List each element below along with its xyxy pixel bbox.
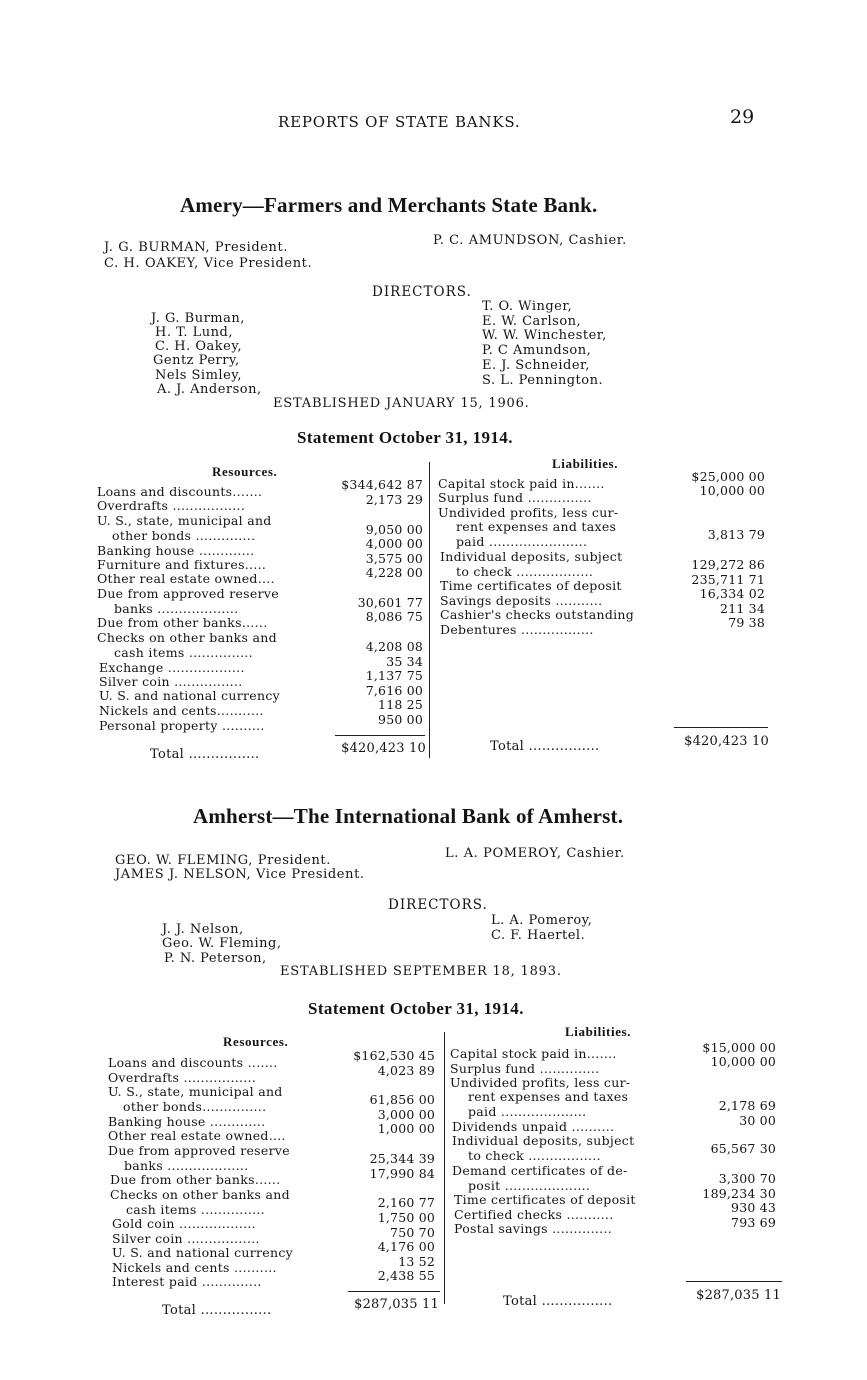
liability-amount: 211 34 <box>720 601 765 616</box>
total-rule <box>686 1281 782 1282</box>
resource-amount: 750 70 <box>390 1225 435 1240</box>
resource-label: Due from other banks...... <box>110 1172 281 1187</box>
resource-amount: 17,990 84 <box>369 1166 435 1181</box>
liability-label: Certified checks ........... <box>454 1207 614 1222</box>
director-name: Geo. W. Fleming, <box>162 936 282 951</box>
resource-label: Silver coin ................. <box>112 1231 260 1246</box>
director-name: W. W. Winchester, <box>482 328 607 343</box>
liability-amount: $25,000 00 <box>691 469 765 484</box>
director-name: S. L. Pennington. <box>482 373 604 388</box>
liabilities-total: $287,035 11 <box>696 1288 781 1303</box>
resource-amount: 25,344 39 <box>369 1151 435 1166</box>
director-name: E. J. Schneider, <box>482 358 590 373</box>
liabilities-heading: Liabilities. <box>565 1024 632 1039</box>
resource-amount: 35 34 <box>386 654 423 669</box>
director-name: Gentz Perry, <box>153 353 240 368</box>
vice-president: JAMES J. NELSON, Vice President. <box>115 867 365 882</box>
liability-label: paid .................... <box>468 1104 587 1119</box>
liability-label: to check ................. <box>468 1148 601 1163</box>
resources-heading: Resources. <box>223 1034 289 1049</box>
column-divider <box>429 462 430 758</box>
total-leader: ................ <box>541 1294 613 1309</box>
liability-label: Surplus fund .............. <box>450 1061 600 1076</box>
resource-label: Nickels and cents........... <box>99 703 264 718</box>
resources-total: $420,423 10 <box>341 741 426 756</box>
established-date: ESTABLISHED JANUARY 15, 1906. <box>273 396 530 411</box>
resource-label: Gold coin .................. <box>112 1216 256 1231</box>
resource-label: U. S., state, municipal and <box>97 513 272 528</box>
total-rule <box>348 1291 440 1292</box>
resource-label: U. S. and national currency <box>112 1245 294 1260</box>
resource-amount: 4,228 00 <box>365 565 423 580</box>
established-date: ESTABLISHED SEPTEMBER 18, 1893. <box>280 964 562 979</box>
resources-heading: Resources. <box>212 464 278 479</box>
resource-label: Furniture and fixtures..... <box>97 557 267 572</box>
column-divider <box>444 1032 445 1304</box>
resource-amount: 4,208 08 <box>365 639 423 654</box>
cashier: P. C. AMUNDSON, Cashier. <box>433 233 627 248</box>
liability-amount: 10,000 00 <box>699 483 765 498</box>
total-leader: ................ <box>200 1303 272 1318</box>
resource-label: Checks on other banks and <box>97 630 277 645</box>
bank-title: Amery—Farmers and Merchants State Bank. <box>180 193 598 217</box>
total-label <box>150 748 259 761</box>
total-label <box>162 1304 271 1317</box>
liability-label: Dividends unpaid .......... <box>452 1119 615 1134</box>
statement-heading: Statement October 31, 1914. <box>308 999 524 1018</box>
liability-amount: 793 69 <box>731 1215 776 1230</box>
director-name: C. F. Haertel. <box>491 928 586 943</box>
president: J. G. BURMAN, President. <box>104 240 289 255</box>
liability-amount: 65,567 30 <box>710 1141 776 1156</box>
resource-label: Interest paid .............. <box>112 1274 262 1289</box>
liability-amount: $15,000 00 <box>702 1040 776 1055</box>
liability-label: Capital stock paid in....... <box>450 1046 617 1061</box>
liability-label: Capital stock paid in....... <box>438 476 605 491</box>
running-head: REPORTS OF STATE BANKS. <box>278 113 521 131</box>
resource-label: Silver coin ................ <box>99 674 243 689</box>
resource-amount: 2,173 29 <box>365 492 423 507</box>
resource-amount: 4,176 00 <box>377 1239 435 1254</box>
resource-label: other bonds .............. <box>112 528 256 543</box>
director-name: H. T. Lund, <box>155 325 233 340</box>
resource-label: Loans and discounts ....... <box>108 1055 278 1070</box>
resource-label: Loans and discounts....... <box>97 484 263 499</box>
resource-label: cash items ............... <box>114 645 253 660</box>
resource-amount: $162,530 45 <box>353 1048 435 1063</box>
president: GEO. W. FLEMING, President. <box>115 853 331 868</box>
director-name: Nels Simley, <box>155 368 243 383</box>
resource-amount: 7,616 00 <box>365 683 423 698</box>
liability-label: Demand certificates of de- <box>452 1163 628 1178</box>
resource-label: Checks on other banks and <box>110 1187 290 1202</box>
liability-amount: 3,300 70 <box>718 1171 776 1186</box>
resource-label: Banking house ............. <box>108 1114 266 1129</box>
liability-label: Postal savings .............. <box>454 1221 612 1236</box>
resource-label: Nickels and cents .......... <box>112 1260 277 1275</box>
liability-amount: 30 00 <box>739 1113 776 1128</box>
director-name: P. C Amundson, <box>482 343 592 358</box>
bank-title: Amherst—The International Bank of Amherst. <box>193 804 624 828</box>
resource-label: Overdrafts ................. <box>108 1070 257 1085</box>
liability-amount: 189,234 30 <box>702 1186 776 1201</box>
director-name: J. J. Nelson, <box>162 922 244 937</box>
total-leader: ................ <box>528 739 600 754</box>
liability-label: Individual deposits, subject <box>452 1133 635 1148</box>
resource-label: cash items ............... <box>126 1202 265 1217</box>
director-name: P. N. Peterson, <box>164 951 267 966</box>
liability-label: posit .................... <box>468 1178 591 1193</box>
liability-amount: 16,334 02 <box>699 586 765 601</box>
director-name: T. O. Winger, <box>482 299 573 314</box>
total-text: Total <box>490 739 525 754</box>
resource-label: U. S. and national currency <box>99 688 281 703</box>
statement-heading: Statement October 31, 1914. <box>297 428 513 447</box>
resource-amount: $344,642 87 <box>341 477 423 492</box>
liability-amount: 2,178 69 <box>718 1098 776 1113</box>
total-rule <box>674 727 768 728</box>
liabilities-heading: Liabilities. <box>552 456 619 471</box>
vice-president: C. H. OAKEY, Vice President. <box>104 256 313 271</box>
resource-amount: 1,000 00 <box>377 1121 435 1136</box>
resource-amount: 2,160 77 <box>377 1195 435 1210</box>
resource-label: Due from approved reserve <box>97 586 279 601</box>
total-text: Total <box>150 747 185 762</box>
director-name: C. H. Oakey, <box>155 339 243 354</box>
liability-label: Savings deposits ........... <box>440 593 603 608</box>
resource-amount: 2,438 55 <box>377 1268 435 1283</box>
liability-label: Time certificates of deposit <box>454 1192 636 1207</box>
liability-amount: 10,000 00 <box>710 1054 776 1069</box>
resource-label: banks ................... <box>124 1158 249 1173</box>
director-name: E. W. Carlson, <box>482 314 582 329</box>
liability-amount: 3,813 79 <box>707 527 765 542</box>
resource-amount: 118 25 <box>378 697 423 712</box>
liability-label: to check .................. <box>456 564 594 579</box>
liability-label: Surplus fund ............... <box>438 490 592 505</box>
resource-amount: 4,000 00 <box>365 536 423 551</box>
resource-amount: 1,137 75 <box>365 668 423 683</box>
director-name: A. J. Anderson, <box>157 382 262 397</box>
liability-label: Debentures ................. <box>440 622 594 637</box>
resource-label: Exchange .................. <box>99 660 245 675</box>
liability-label: Cashier's checks outstanding <box>440 607 635 622</box>
liability-label: Undivided profits, less cur- <box>438 505 619 520</box>
resource-amount: 1,750 00 <box>377 1210 435 1225</box>
liability-label: rent expenses and taxes <box>456 519 617 534</box>
director-name: L. A. Pomeroy, <box>491 913 593 928</box>
resource-amount: 950 00 <box>378 712 423 727</box>
liability-amount: 930 43 <box>731 1200 776 1215</box>
director-name: J. G. Burman, <box>151 311 245 326</box>
resource-label: banks ................... <box>114 601 239 616</box>
liability-amount: 129,272 86 <box>691 557 765 572</box>
resource-amount: 9,050 00 <box>365 522 423 537</box>
resource-label: other bonds............... <box>123 1099 267 1114</box>
resource-label: Due from approved reserve <box>108 1143 290 1158</box>
liability-label: Undivided profits, less cur- <box>450 1075 631 1090</box>
resource-label: Other real estate owned.... <box>97 571 275 586</box>
resource-label: U. S., state, municipal and <box>108 1084 283 1099</box>
resources-total: $287,035 11 <box>354 1297 439 1312</box>
resource-amount: 3,575 00 <box>365 551 423 566</box>
liability-label: paid ....................... <box>456 534 588 549</box>
directors-heading: DIRECTORS. <box>388 897 488 913</box>
resource-amount: 30,601 77 <box>357 595 423 610</box>
total-label <box>503 1295 612 1308</box>
resource-amount: 61,856 00 <box>369 1092 435 1107</box>
total-text: Total <box>162 1303 197 1318</box>
resource-amount: 3,000 00 <box>377 1107 435 1122</box>
liabilities-total: $420,423 10 <box>684 734 769 749</box>
resource-label: Banking house ............. <box>97 543 255 558</box>
resource-label: Personal property .......... <box>99 718 265 733</box>
page-number: 29 <box>730 106 755 128</box>
resource-label: Other real estate owned.... <box>108 1128 286 1143</box>
total-rule <box>335 735 425 736</box>
liability-amount: 235,711 71 <box>691 572 765 587</box>
liability-label: Time certificates of deposit <box>440 578 622 593</box>
resource-label: Due from other banks...... <box>97 615 268 630</box>
liability-label: Individual deposits, subject <box>440 549 623 564</box>
resource-amount: 13 52 <box>398 1254 435 1269</box>
total-leader: ................ <box>188 747 260 762</box>
liability-label: rent expenses and taxes <box>468 1089 629 1104</box>
directors-heading: DIRECTORS. <box>372 284 472 300</box>
liability-amount: 79 38 <box>728 615 765 630</box>
total-label <box>490 740 599 753</box>
resource-label: Overdrafts ................. <box>97 498 246 513</box>
total-text: Total <box>503 1294 538 1309</box>
resource-amount: 4,023 89 <box>377 1063 435 1078</box>
resource-amount: 8,086 75 <box>365 609 423 624</box>
cashier: L. A. POMEROY, Cashier. <box>445 846 625 861</box>
